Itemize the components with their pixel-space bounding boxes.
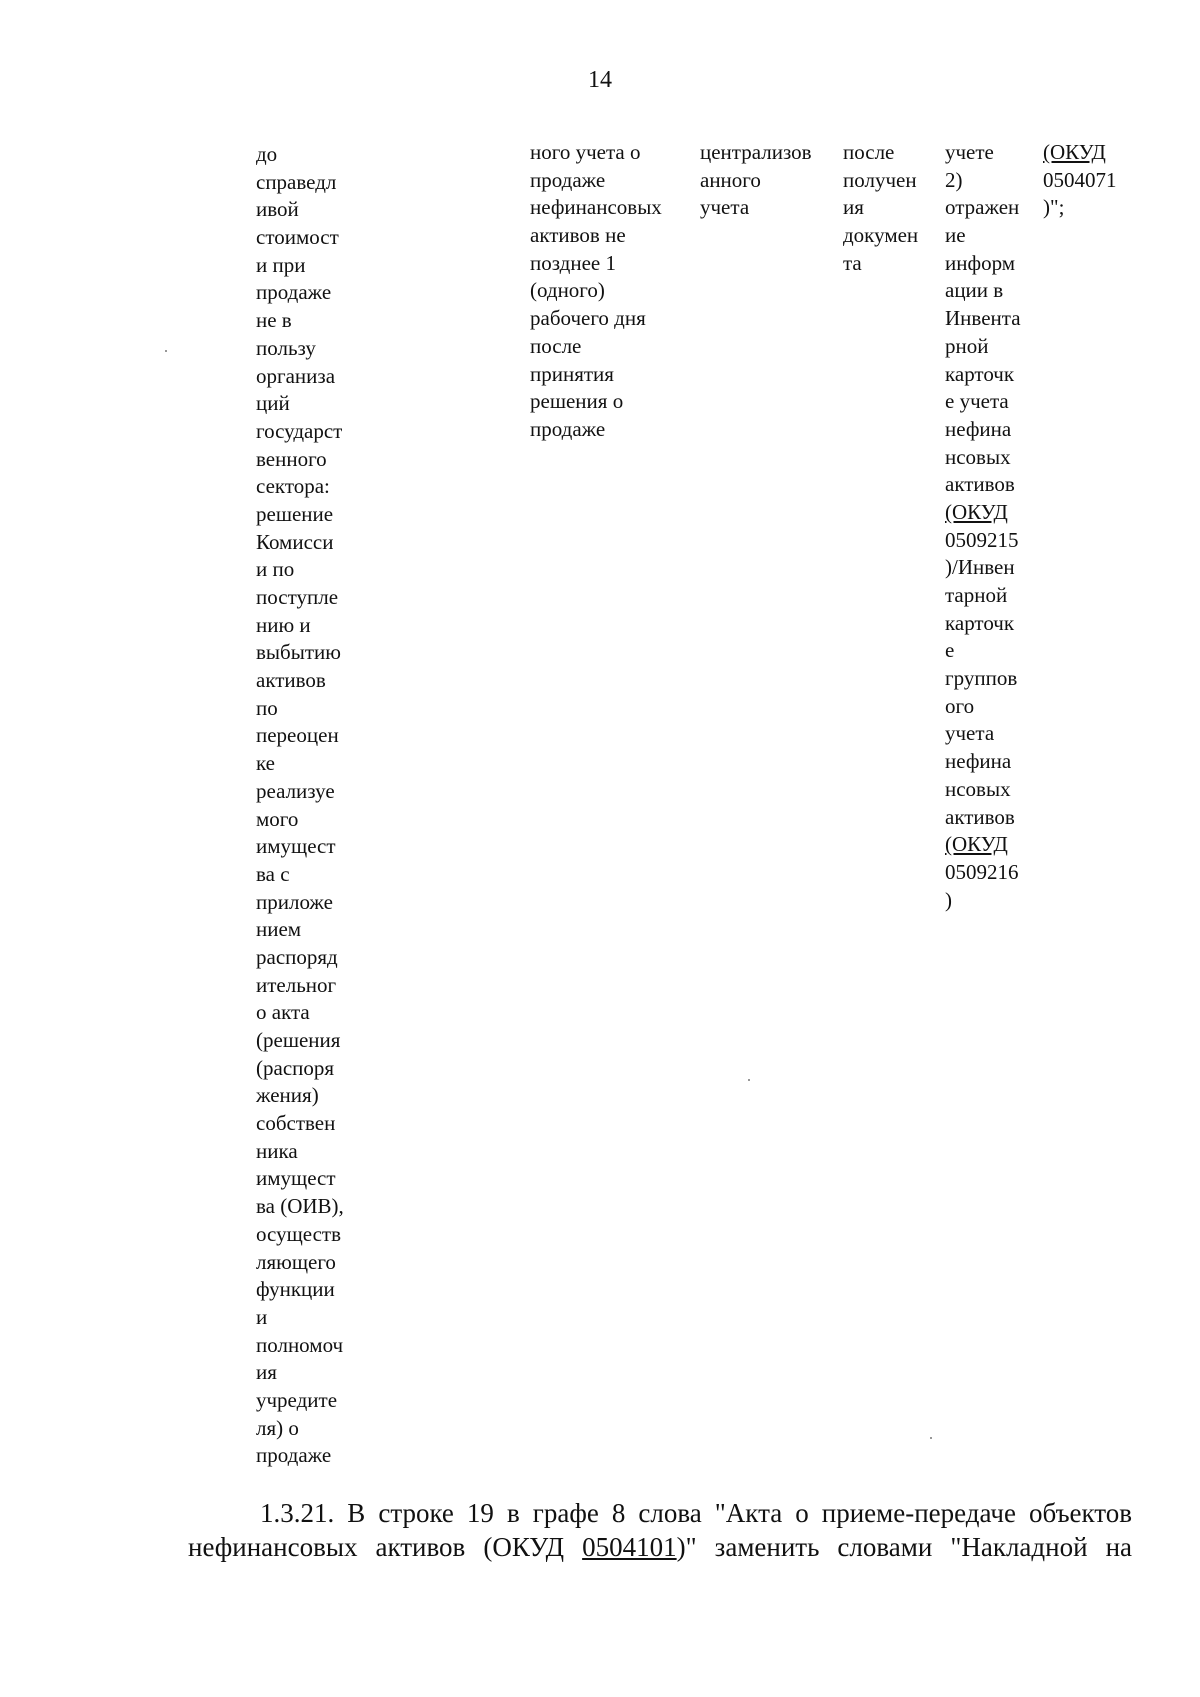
table-cell-line: венного bbox=[256, 446, 327, 471]
table-cell-line: ке bbox=[256, 751, 276, 776]
table-cell-line: (распоря bbox=[256, 1055, 335, 1080]
table-cell-line: ля) о bbox=[256, 1415, 299, 1440]
table-cell-line: учета bbox=[945, 721, 995, 746]
table-cell-line: анного bbox=[700, 167, 761, 192]
table-cell-line: стоимост bbox=[256, 225, 339, 250]
table-cell-line: осуществ bbox=[256, 1221, 341, 1246]
table-cell-line: собствен bbox=[256, 1111, 336, 1136]
table-cell-line: 0509215 bbox=[945, 527, 1019, 552]
table-cell-line: карточк bbox=[945, 610, 1015, 635]
table-cell-line: информ bbox=[945, 250, 1016, 275]
table-cell-line: ) bbox=[945, 887, 952, 912]
table-cell-line: (одного) bbox=[530, 278, 605, 303]
table-cell-line: ника bbox=[256, 1138, 298, 1163]
paragraph-line-2-end: )" заменить словами "Накладной на bbox=[676, 1532, 1133, 1562]
paragraph-line-2 bbox=[188, 1530, 1132, 1564]
paragraph-line-2-start: нефинансовых активов (ОКУД bbox=[188, 1532, 583, 1562]
table-cell-line: мого bbox=[256, 806, 299, 831]
table-cell-line: после bbox=[843, 140, 895, 164]
table-cell-line: учредите bbox=[256, 1387, 338, 1412]
table-cell-line: рабочего дня bbox=[530, 306, 646, 331]
table-cell-line: 0504071 bbox=[1043, 167, 1117, 192]
amendment-paragraph bbox=[188, 1496, 1132, 1564]
table-cell-line: ляющего bbox=[256, 1249, 336, 1274]
table-cell-line: выбытию bbox=[256, 640, 341, 665]
table-cell-line: принятия bbox=[530, 361, 614, 386]
table-cell-line: переоцен bbox=[256, 723, 339, 748]
table-column-4 bbox=[843, 139, 918, 277]
table-cell-line: справедл bbox=[256, 169, 337, 194]
table-cell-line: централизов bbox=[700, 140, 812, 164]
table-cell-line: ации в bbox=[945, 278, 1004, 303]
table-cell-line: (ОКУД bbox=[945, 499, 1008, 524]
table-cell-line: ительног bbox=[256, 972, 337, 997]
table-cell-line: активов bbox=[945, 804, 1015, 829]
table-cell-line: (ОКУД bbox=[945, 832, 1008, 857]
page-number: 14 bbox=[588, 67, 612, 93]
table-cell-line: ия bbox=[256, 1360, 277, 1385]
table-cell-line: реализуе bbox=[256, 778, 335, 803]
table-cell-line: нефинансовых bbox=[530, 195, 662, 220]
table-cell-line: имущест bbox=[256, 1166, 336, 1191]
table-cell-line: пользу bbox=[256, 335, 316, 360]
table-cell-line: жения) bbox=[256, 1083, 319, 1108]
table-cell-line: докумен bbox=[843, 223, 919, 248]
table-cell-line: получен bbox=[843, 167, 917, 192]
table-cell-line: учета bbox=[700, 195, 750, 220]
table-cell-line: 0509216 bbox=[945, 859, 1019, 884]
table-cell-line: полномоч bbox=[256, 1332, 344, 1357]
table-cell-line: (ОКУД bbox=[1043, 140, 1106, 164]
table-column-3 bbox=[700, 139, 812, 222]
okud-code-link: 0504101 bbox=[582, 1532, 677, 1562]
paragraph-line-1: 1.3.21. В строке 19 в графе 8 слова "Акта о приеме-передаче объектов bbox=[260, 1498, 1132, 1528]
table-cell-line: позднее 1 bbox=[530, 250, 616, 275]
table-column-2 bbox=[530, 139, 662, 444]
table-column-6 bbox=[1043, 139, 1117, 222]
table-column-1 bbox=[256, 141, 344, 1470]
table-cell-line: ие bbox=[945, 223, 966, 248]
table-column-5 bbox=[945, 139, 1021, 914]
table-cell-line: о акта bbox=[256, 1000, 310, 1025]
table-cell-line: решения о bbox=[530, 389, 624, 414]
table-cell-line: е учета bbox=[945, 389, 1009, 414]
table-cell-line: та bbox=[843, 250, 862, 275]
table-cell-line: нием bbox=[256, 917, 302, 942]
table-cell-line: имущест bbox=[256, 834, 336, 859]
table-cell-line: решение bbox=[256, 501, 334, 526]
table-cell-line: ного учета о bbox=[530, 140, 641, 164]
table-cell-line: активов bbox=[945, 472, 1015, 497]
table-cell-line: Комисси bbox=[256, 529, 334, 554]
table-cell-line: распоряд bbox=[256, 944, 338, 969]
table-cell-line: ого bbox=[945, 693, 975, 718]
table-cell-line: отражен bbox=[945, 195, 1020, 220]
table-cell-line: ва с bbox=[256, 861, 290, 886]
scan-speck bbox=[930, 1437, 932, 1439]
table-cell-line: 2) bbox=[945, 167, 963, 192]
table-cell-line: продаже bbox=[530, 416, 606, 441]
table-cell-line: )/Инвен bbox=[945, 555, 1015, 580]
table-cell-line: Инвента bbox=[945, 306, 1021, 331]
table-cell-line: государст bbox=[256, 418, 343, 443]
table-cell-line: карточк bbox=[945, 361, 1015, 386]
table-cell-line: активов не bbox=[530, 223, 626, 248]
table-cell-line: ивой bbox=[256, 197, 299, 222]
table-cell-line: )"; bbox=[1043, 195, 1065, 220]
table-cell-line: рной bbox=[945, 333, 989, 358]
table-cell-line: до bbox=[256, 142, 278, 166]
table-cell-line: е bbox=[945, 638, 955, 663]
table-cell-line: после bbox=[530, 333, 582, 358]
table-cell-line: учете bbox=[945, 140, 994, 164]
table-cell-line: организа bbox=[256, 363, 336, 388]
table-cell-line: и при bbox=[256, 252, 306, 277]
table-cell-line: поступле bbox=[256, 585, 339, 609]
table-cell-line: продаже bbox=[256, 280, 332, 305]
table-cell-line: нсовых bbox=[945, 776, 1011, 801]
table-cell-line: нсовых bbox=[945, 444, 1011, 469]
table-cell-line: нию и bbox=[256, 612, 311, 637]
table-cell-line: и bbox=[256, 1304, 268, 1329]
table-cell-line: (решения bbox=[256, 1028, 341, 1052]
table-cell-line: группов bbox=[945, 666, 1018, 691]
table-cell-line: функции bbox=[256, 1277, 335, 1302]
table-cell-line: не в bbox=[256, 308, 292, 333]
table-cell-line: сектора: bbox=[256, 474, 330, 499]
table-cell-line: продаже bbox=[256, 1443, 332, 1468]
table-cell-line: ций bbox=[256, 391, 290, 416]
scan-speck bbox=[165, 350, 167, 352]
table-cell-line: нефина bbox=[945, 416, 1012, 441]
scan-speck bbox=[748, 1079, 750, 1081]
table-cell-line: и по bbox=[256, 557, 295, 582]
table-cell-line: тарной bbox=[945, 583, 1008, 607]
table-cell-line: ия bbox=[843, 195, 864, 220]
table-cell-line: по bbox=[256, 695, 278, 720]
table-cell-line: приложе bbox=[256, 889, 333, 914]
table-cell-line: активов bbox=[256, 668, 326, 693]
table-cell-line: продаже bbox=[530, 167, 606, 192]
table-cell-line: нефина bbox=[945, 749, 1012, 774]
table-cell-line: ва (ОИВ), bbox=[256, 1194, 344, 1219]
